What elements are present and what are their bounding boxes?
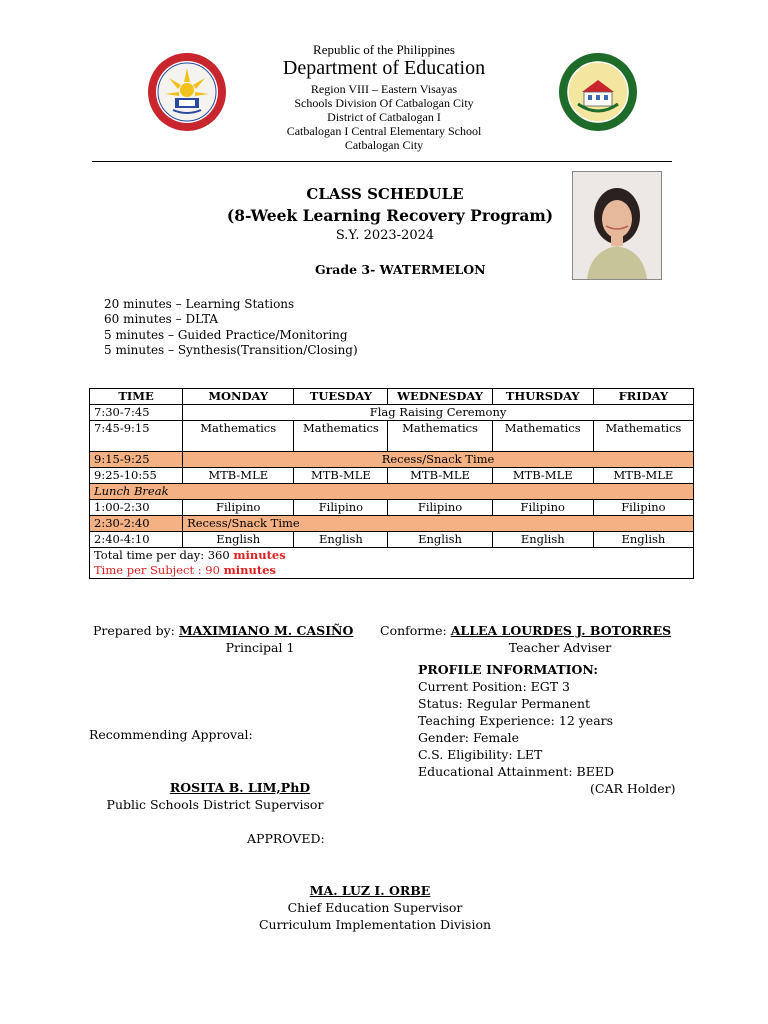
- division-line: Schools Division Of Catbalogan City: [294, 96, 474, 110]
- time-per-subject-label: Time per Subject : 90: [94, 563, 224, 577]
- approved-division: Curriculum Implementation Division: [258, 917, 492, 932]
- time-cell: 7:45-9:15: [90, 421, 183, 452]
- table-row: [90, 484, 694, 500]
- conforme-label: Conforme:: [380, 623, 451, 638]
- prepared-by-name: MAXIMIANO M. CASIÑO: [178, 623, 354, 638]
- subject-cell: MTB-MLE: [183, 468, 294, 484]
- profile-status: Status: Regular Permanent: [418, 696, 591, 711]
- table-header-row: [90, 389, 694, 405]
- subject-cell: Filipino: [294, 500, 388, 516]
- table-row: [90, 532, 694, 548]
- class-schedule-table: [89, 388, 694, 579]
- lunch-break-cell: Lunch Break: [90, 484, 694, 500]
- subject-cell: Mathematics: [492, 421, 593, 452]
- column-header: TIME: [90, 389, 183, 405]
- approved-label: APPROVED:: [247, 831, 325, 846]
- table-row: [90, 421, 694, 452]
- table-row: [90, 452, 694, 468]
- recommending-label: Recommending Approval:: [89, 727, 253, 742]
- flag-ceremony-cell: Flag Raising Ceremony: [183, 405, 694, 421]
- time-per-subject: [94, 563, 689, 578]
- time-cell: 2:30-2:40: [90, 516, 183, 532]
- city-line: Catbalogan City: [344, 138, 424, 152]
- profile-eligibility: C.S. Eligibility: LET: [418, 747, 543, 762]
- subject-cell: English: [294, 532, 388, 548]
- table-row: [90, 405, 694, 421]
- header-divider: [92, 161, 672, 162]
- time-cell: 9:25-10:55: [90, 468, 183, 484]
- school-line: Catbalogan I Central Elementary School: [286, 124, 482, 138]
- recommending-position: Public Schools District Supervisor: [106, 797, 324, 812]
- prepared-by: [93, 623, 353, 638]
- table-row: [90, 468, 694, 484]
- table-row: [90, 548, 694, 579]
- subject-cell: Filipino: [593, 500, 693, 516]
- column-header: FRIDAY: [593, 389, 693, 405]
- total-per-day-unit: minutes: [233, 548, 286, 562]
- subject-cell: Mathematics: [183, 421, 294, 452]
- conforme-position: Teacher Adviser: [508, 640, 612, 655]
- profile-car-holder: (CAR Holder): [590, 781, 676, 796]
- conforme: [380, 623, 671, 638]
- region-line: Region VIII – Eastern Visayas: [310, 82, 458, 96]
- prepared-by-label: Prepared by:: [93, 623, 179, 638]
- profile-heading: PROFILE INFORMATION:: [418, 662, 598, 677]
- subject-cell: MTB-MLE: [593, 468, 693, 484]
- prepared-by-position: Principal 1: [225, 640, 295, 655]
- table-row: [90, 516, 694, 532]
- profile-attainment: Educational Attainment: BEED: [418, 764, 614, 779]
- column-header: MONDAY: [183, 389, 294, 405]
- conforme-name: ALLEA LOURDES J. BOTORRES: [450, 623, 672, 638]
- teacher-photo: [572, 171, 662, 280]
- column-header: THURSDAY: [492, 389, 593, 405]
- school-year: S.Y. 2023-2024: [335, 228, 435, 243]
- recommending-name: ROSITA B. LIM,PhD: [169, 780, 311, 795]
- grade-section: Grade 3- WATERMELON: [315, 262, 486, 277]
- approved-name: MA. LUZ I. ORBE: [309, 883, 431, 898]
- time-per-subject-unit: minutes: [223, 563, 276, 577]
- department-name: Department of Education: [282, 57, 486, 79]
- totals-cell: [90, 548, 694, 579]
- recess-cell: Recess/Snack Time: [183, 516, 694, 532]
- subject-cell: Filipino: [492, 500, 593, 516]
- breakdown-item: 60 minutes – DLTA: [104, 312, 219, 326]
- time-cell: 2:40-4:10: [90, 532, 183, 548]
- column-header: WEDNESDAY: [388, 389, 492, 405]
- subject-cell: Filipino: [183, 500, 294, 516]
- breakdown-item: 5 minutes – Synthesis(Transition/Closing): [104, 343, 358, 357]
- table-row: [90, 500, 694, 516]
- deped-seal-icon: [147, 52, 227, 132]
- subject-cell: Filipino: [388, 500, 492, 516]
- subject-cell: MTB-MLE: [388, 468, 492, 484]
- schedule-title: CLASS SCHEDULE: [306, 185, 464, 203]
- subject-cell: English: [593, 532, 693, 548]
- subject-cell: Mathematics: [593, 421, 693, 452]
- subject-cell: MTB-MLE: [294, 468, 388, 484]
- time-cell: 9:15-9:25: [90, 452, 183, 468]
- breakdown-item: 20 minutes – Learning Stations: [104, 297, 295, 311]
- recess-cell: Recess/Snack Time: [183, 452, 694, 468]
- total-per-day: [94, 548, 689, 563]
- district-line: District of Catbalogan I: [327, 110, 441, 124]
- time-cell: 1:00-2:30: [90, 500, 183, 516]
- subject-cell: English: [183, 532, 294, 548]
- program-title: (8-Week Learning Recovery Program): [226, 206, 554, 225]
- profile-experience: Teaching Experience: 12 years: [418, 713, 614, 728]
- breakdown-item: 5 minutes – Guided Practice/Monitoring: [104, 328, 348, 342]
- profile-position: Current Position: EGT 3: [418, 679, 571, 694]
- column-header: TUESDAY: [294, 389, 388, 405]
- approved-position: Chief Education Supervisor: [287, 900, 463, 915]
- republic-line: Republic of the Philippines: [313, 42, 455, 57]
- school-seal-icon: [558, 52, 638, 132]
- subject-cell: Mathematics: [388, 421, 492, 452]
- total-per-day-label: Total time per day: 360: [94, 548, 234, 562]
- subject-cell: Mathematics: [294, 421, 388, 452]
- subject-cell: English: [388, 532, 492, 548]
- subject-cell: English: [492, 532, 593, 548]
- time-cell: 7:30-7:45: [90, 405, 183, 421]
- profile-gender: Gender: Female: [418, 730, 520, 745]
- subject-cell: MTB-MLE: [492, 468, 593, 484]
